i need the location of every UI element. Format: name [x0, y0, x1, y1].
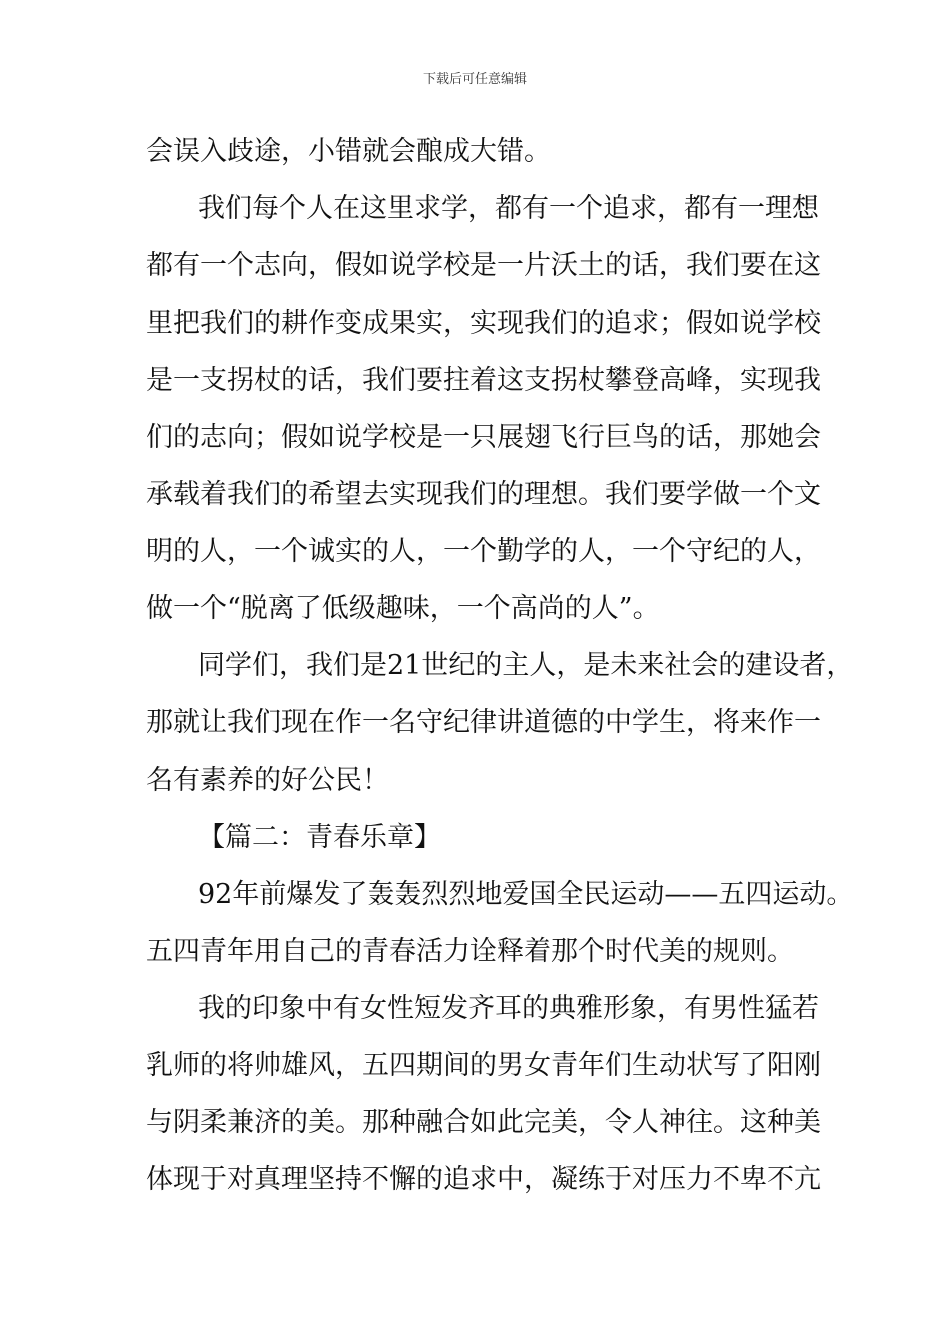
section-heading: 【篇二：青春乐章】 [198, 822, 441, 853]
text-line: 们的志向；假如说学校是一只展翅飞行巨鸟的话，那她会 [146, 422, 821, 453]
paragraph-start-line: 我们每个人在这里求学，都有一个追求，都有一理想 [198, 193, 819, 224]
paragraph-start-line: 同学们，我们是21世纪的主人，是未来社会的建设者， [198, 650, 854, 681]
paragraph-start-line: 我的印象中有女性短发齐耳的典雅形象，有男性猛若 [198, 993, 819, 1024]
text-line: 名有素养的好公民！ [146, 765, 389, 796]
text-line: 那就让我们现在作一名守纪律讲道德的中学生，将来作一 [146, 707, 821, 738]
text-line: 是一支拐杖的话，我们要拄着这支拐杖攀登高峰，实现我 [146, 365, 821, 396]
text-line: 都有一个志向，假如说学校是一片沃土的话，我们要在这 [146, 250, 821, 281]
text-line: 与阴柔兼济的美。那种融合如此完美，令人神往。这种美 [146, 1107, 821, 1138]
paragraph-start-line: 92年前爆发了轰轰烈烈地爱国全民运动——五四运动。 [198, 879, 854, 910]
text-line: 体现于对真理坚持不懈的追求中，凝练于对压力不卑不亢 [146, 1164, 821, 1195]
text-line: 承载着我们的希望去实现我们的理想。我们要学做一个文 [146, 479, 821, 510]
text-line: 做一个“脱离了低级趣味，一个高尚的人”。 [146, 593, 660, 624]
text-line: 五四青年用自己的青春活力诠释着那个时代美的规则。 [146, 936, 794, 967]
text-line: 明的人，一个诚实的人，一个勤学的人，一个守纪的人， [146, 536, 821, 567]
text-line: 会误入歧途，小错就会酿成大错。 [146, 136, 551, 167]
page-header: 下载后可任意编辑 [422, 72, 527, 87]
text-line: 乳师的将帅雄风，五四期间的男女青年们生动状写了阳刚 [146, 1050, 821, 1081]
text-line: 里把我们的耕作变成果实，实现我们的追求；假如说学校 [146, 308, 821, 339]
